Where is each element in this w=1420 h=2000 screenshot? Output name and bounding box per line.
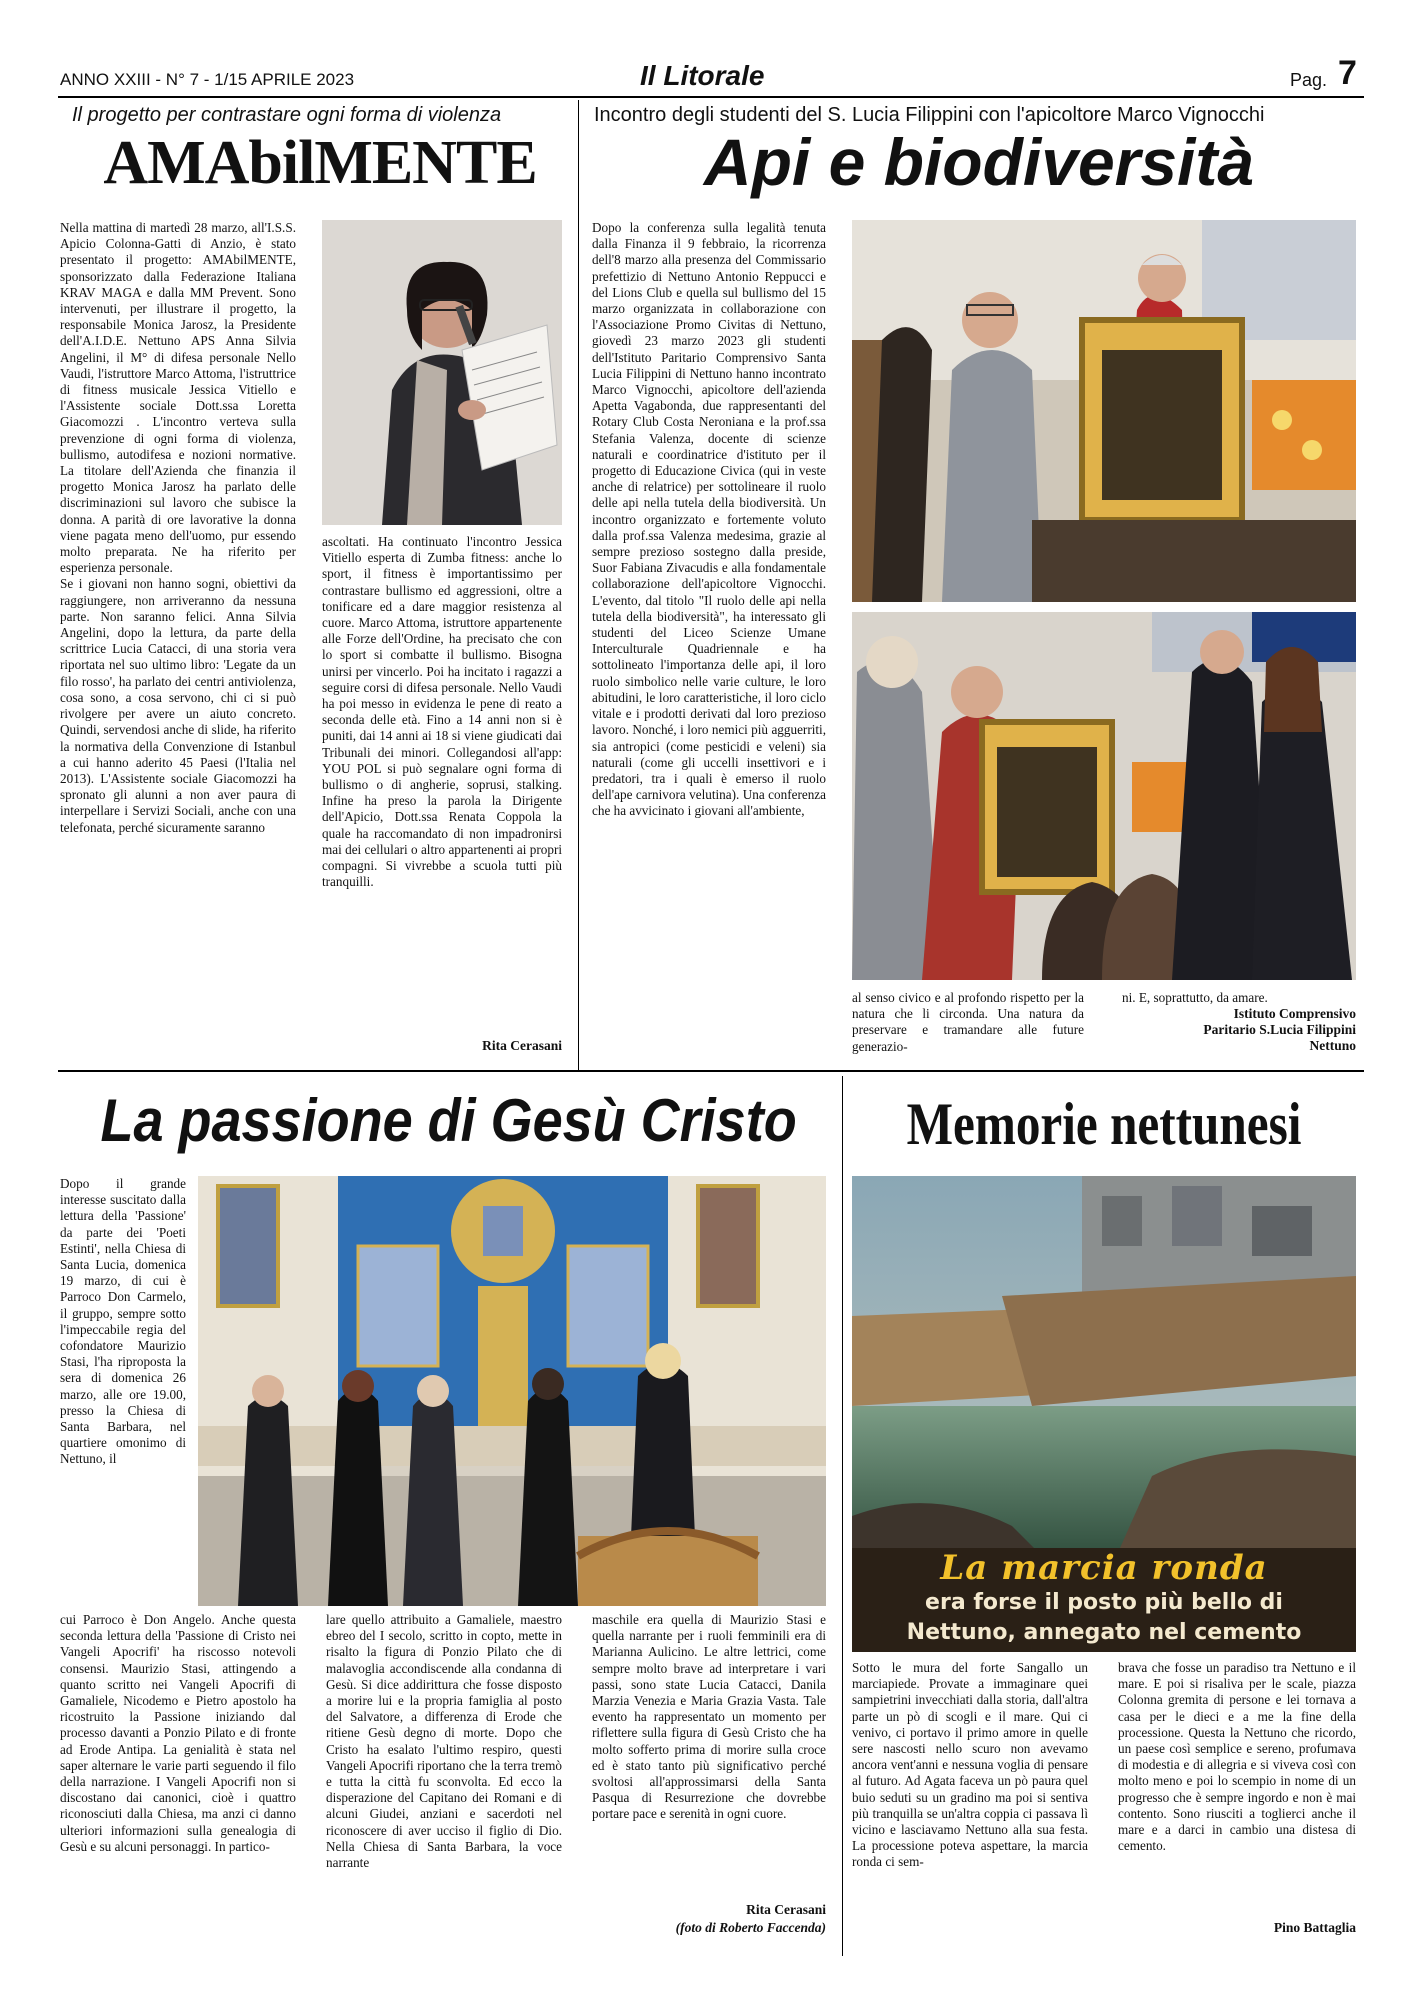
article3-paragraph: cui Parroco è Don Angelo. Anche questa seconda lettura della 'Passione di Cristo nei Vangeli Apocrifi' ha riscosso notevoli consensi. Maurizio Stasi, attingendo a quanto scritto nei Vangeli Apocrifi di Gamaliele, Nicodemo e Pietro apostolo ha ricostruito la Passione iniziando dal processo davanti a Ponzio Pilato e di fronte ad Erode Antipa. La genialità è stata nel saper alternare le varie parti seguendo il filo della narrazione. I Vangeli Apocrifi non si discostano dai canonici, cioè i quattro riconosciuti dalla Chiesa, ma anzi ci danno ulteriori informazioni sulla genealogia di Gesù e su alcuni personaggi. In partico- (60, 1612, 296, 1854)
article2-paragraph: ni. E, soprattutto, da amare. (1122, 990, 1268, 1005)
article3-paragraph: Dopo il grande interesse suscitato dalla lettura della 'Passione' da parte dei 'Poeti Estinti', nella Chiesa di Santa Lucia, domenica 19 marzo, di cui è Parroco Don Carmelo, il gruppo, sempre sotto l'impeccabile regia del cofondatore Maurizio Stasi, l'ha riproposta la sera di domenica 26 marzo, alle ore 19.00, presso la Chiesa di Santa Barbara, nel quartiere omonimo di Nettuno, il (60, 1176, 186, 1467)
church-illustration (198, 1176, 826, 1606)
article1-kicker: Il progetto per contrastare ogni forma di violenza (72, 104, 502, 126)
article1-paragraph: Nella mattina di martedì 28 marzo, all'I.S.S. Apicio Colonna-Gatti di Anzio, è stato presentato il progetto: AMAbilMENTE, sponsorizzato dalla Federazione Italiana KRAV MAGA e dalla MM Prevent. Sono intervenuti, per illustrare il progetto, la responsabile Monica Jarosz, la Presidente dell'A.I.D.E. Nettuno APS Anna Silvia Angelini, il M° di difesa personale Nello Vaudi, l'istruttore Marco Attoma, l'istruttrice di fitness musicale Jessica Vitiello e l'Assistente sociale Dott.ssa Loretta Giacomozzi . L'incontro verteva sulla prevenzione di ogni forma di violenza, bullismo, autodifesa e nozioni normative. La titolare dell'Azienda che finanzia il progetto Monica Jarosz ha parlato delle discriminazioni sul lavoro che subisce la donna. A parità di ore lavorative la donna viene pagata meno dell'uomo, pur essendo molto preparata. Ne ha riferito per esperienza personale. (60, 220, 296, 576)
article4-signature: Pino Battaglia (1273, 1920, 1356, 1935)
article3-column-1b (60, 1612, 296, 1855)
article2-paragraph: Dopo la conferenza sulla legalità tenuta dalla Finanza il 9 febbraio, la ricorrenza dell'8 marzo alla presenza del Commissario prefettizio di Nettuno Antonio Reppucci e del Lions Club e quella sul bullismo del 15 marzo organizzata in collaborazione con l'Associazione Promo Civitas di Nettuno, giovedì 23 marzo 2023 gli studenti dell'Istituto Paritario Comprensivo Santa Lucia Filippini di Nettuno hanno incontrato Marco Vignocchi, apicoltore dell'azienda Apetta Vagabonda, due rappresentanti del Rotary Club Costa Neroniana e la prof.ssa Stefania Valenza, docente di scienze naturali e coordinatrice d'istituto per il progetto di Educazione Civica (qui in veste anche di relatrice) per sottolineare il ruolo delle api nella tutela della biodiversità. Un incontro organizzato e fortemente voluto dalla prof.ssa Valenza medesima, grazie al sempre prezioso sostegno dalla preside, Suor Fabiana Zivacudis e alla fondamentale collaborazione dell'apicoltore Vignocchi. L'evento, dal titolo "Il ruolo delle api nella tutela della biodiversità", ha interessato gli studenti del Liceo Scienze Umane Interculturale Quadriennale e ha sottolineato l'importanza delle api, il loro ruolo simbolico nelle varie culture, le loro abitudini, le loro caratteristiche, il loro ciclo vitale e i prodotti derivati dal loro prezioso lavoro. Nonché, i loro nemici più agguerriti, sia antropici (come pesticidi e veleni) sia naturali (come gli uccelli insettivori e i predatori, tra i quali è emerso il ruolo dell'ape carnivora velutina). Una conferenza che ha avvicinato i giovani all'ambiente, (592, 220, 826, 819)
article2-title: Api e biodiversità (703, 125, 1255, 199)
article4-column-2 (1118, 1660, 1356, 1854)
students-photo (852, 612, 1356, 980)
photo-caption-title: La marcia ronda (940, 1548, 1268, 1588)
header-rule (58, 96, 1364, 98)
seafront-photo (852, 1176, 1356, 1652)
article3-title: La passione di Gesù Cristo (100, 1087, 797, 1154)
signature-line: Nettuno (1309, 1038, 1356, 1053)
article4-title: Memorie nettunesi (906, 1091, 1302, 1157)
signature-line: Istituto Comprensivo (1233, 1006, 1356, 1021)
section-rule (58, 1070, 1364, 1072)
article2-signature (1122, 1006, 1356, 1054)
article4-paragraph: Sotto le mura del forte Sangallo un marciapiede. Provate a immaginare quei sampietrini invecchiati dalla storia, dall'altra parte un pò di scogli e il mare. Qui ci venivo, ci portavo il primo amore in quelle sere nascosti nello scuro non avevamo ancora vent'anni e nessuna voglia di pensare al futuro. Ad Agata faceva un pò paura quel buio seduti su un gradino ma poi si sentiva più tranquilla se un'altra coppia ci passava lì vicino e lasciavamo Nettuno alla sua festa. La processione poteva aspettare, la marcia ronda ci sem- (852, 1660, 1088, 1870)
signature-line: Paritario S.Lucia Filippini (1203, 1022, 1356, 1037)
article3-column-1a (60, 1176, 186, 1468)
column-divider-bottom (842, 1076, 843, 1956)
article4-paragraph: brava che fosse un paradiso tra Nettuno e il mare. E poi si risaliva per le scale, piazza Colonna gremita di persone e lei tornava a casa per le dieci e a me la fine della processione. Questa la Nettuno che ricordo, un paese così semplice e sereno, profumava di modestia e di allegria e si viveva così con molto meno e poi lo scempio in nome di un progresso che è sempre ingordo e non è mai contento. Sono riusciti a toglierci anche il mare e a darci in cambio una distesa di cemento. (1118, 1660, 1356, 1854)
article1-column-2 (322, 534, 562, 890)
article1-column-1 (60, 220, 296, 836)
article2-paragraph: al senso civico e al profondo rispetto per la natura che li circonda. Una natura da preservare e tramandare alle future generazio- (852, 990, 1084, 1054)
article3-column-2 (326, 1612, 562, 1871)
column-divider-top (578, 100, 579, 1070)
article2-column-3 (1122, 990, 1356, 1006)
article1-paragraph: Se i giovani non hanno sogni, obiettivi da raggiungere, non arriveranno da nessuna parte. Non saranno felici. Anna Silvia Angelini, dopo la lettura, da parte della scrittrice Lucia Catacci, di una storia vera riportata nel suo ultimo libro: 'Legate da un filo rosso', ha parlato dei centri antiviolenza, cosa sono, a cosa servono, chi ci si può rivolgere per avere un aiuto concreto. Quindi, servendosi anche di slide, ha riferito la normativa della Convenzione di Istanbul a cui hanno aderito 45 Paesi (l'Italia nel 2013). L'Assistente sociale Giacomozzi ha spronato gli alunni a non aver paura di interpellare i Servizi Sociali, anche con una telefonata, perché sicuramente saranno (60, 576, 296, 835)
beekeeper-photo (852, 220, 1356, 602)
masthead: Il Litorale (640, 60, 765, 91)
students-illustration (852, 612, 1356, 980)
photo-caption-line: era forse il posto più bello di (925, 1590, 1283, 1615)
speaker-photo (322, 220, 562, 525)
article3-signature: Rita Cerasani (746, 1902, 826, 1917)
article3-paragraph: maschile era quella di Maurizio Stasi e quella narrante per i ruoli femminili era di Marianna Aulicino. Le altre lettrici, come sempre molto brave ad interpretare i vari passi, sono state Lucia Catacci, Danila Marzia Venezia e Maria Grazia Vasta. Tale evento ha rappresentato un momento per riflettere sulla figura di Gesù Cristo che ha molto sofferto prima di morire sulla croce ed è stato tanto più significativo perché svoltosi all'approssimarsi della Santa Pasqua di Resurrezione che dovrebbe portare pace e serenità in ogni cuore. (592, 1612, 826, 1822)
issue-info: ANNO XXIII - N° 7 - 1/15 APRILE 2023 (60, 70, 355, 89)
article4-column-1 (852, 1660, 1088, 1871)
page-label: Pag. (1290, 70, 1328, 90)
article3-column-3 (592, 1612, 826, 1823)
article1-title: AMAbilMENTE (103, 129, 537, 197)
article3-photo-credit: (foto di Roberto Faccenda) (675, 1920, 826, 1935)
article2-column-2 (852, 990, 1084, 1055)
photo-caption-line: Nettuno, annegato nel cemento (906, 1620, 1302, 1645)
article1-signature: Rita Cerasani (482, 1038, 562, 1053)
beekeeper-illustration (852, 220, 1356, 602)
speaker-illustration (322, 220, 562, 525)
page-number: 7 (1338, 54, 1357, 92)
article1-paragraph: ascoltati. Ha continuato l'incontro Jessica Vitiello esperta di Zumba fitness: anche lo sport, il fitness è importantissimo per contrastare bullismo ed aggressioni, oltre a tonificare ed a dare maggior resistenza al cuore. Marco Attoma, istruttore appartenente alle Forze dell'Ordine, ha precisato che con lo sport si combatte il bullismo. Bisogna unirsi per vincerlo. Poi ha incitato i ragazzi a seguire corsi di difesa personale. Nello Vaudi ha poi messo in evidenza le pene di reato a seconda delle età. Fino a 14 anni non si è puniti, dai 14 anni ai 18 si viene giudicati dai Tribunali dei minori. Collegandosi all'app: YOU POL si può segnalare ogni forma di bullismo o di angherie, soprusi, stalking. Infine ha preso la parola la Dirigente dell'Apicio, Dott.ssa Renata Coppola la quale ha raccomandato di non impadronirsi mai dei cellulari o altro appartenenti ai propri compagni. Si vivrebbe a scuola tutti più tranquilli. (322, 534, 562, 890)
article3-paragraph: lare quello attribuito a Gamaliele, maestro ebreo del I secolo, scritto in copto, mette in risalto la figura di Ponzio Pilato che di malavoglia accondiscende alla condanna di Gesù. Si dice addirittura che fosse disposto a morire lui e la propria famiglia al posto del Salvatore, a differenza di Erode che ritiene Gesù degno di morte. Dopo che Cristo ha esalato l'ultimo respiro, questi Vangeli Apocrifi riportano che la terra tremò e tutta la città fu sconvolta. Ed ecco la disperazione del Capitano dei Romani e di alcuni Giudei, anziani e sacerdoti nel riconoscere di aver ucciso il figlio di Dio. Nella Chiesa di Santa Barbara, la voce narrante (326, 1612, 562, 1871)
church-photo (198, 1176, 826, 1606)
article2-column-1 (592, 220, 826, 820)
article2-kicker: Incontro degli studenti del S. Lucia Filippini con l'apicoltore Marco Vignocchi (594, 104, 1265, 126)
